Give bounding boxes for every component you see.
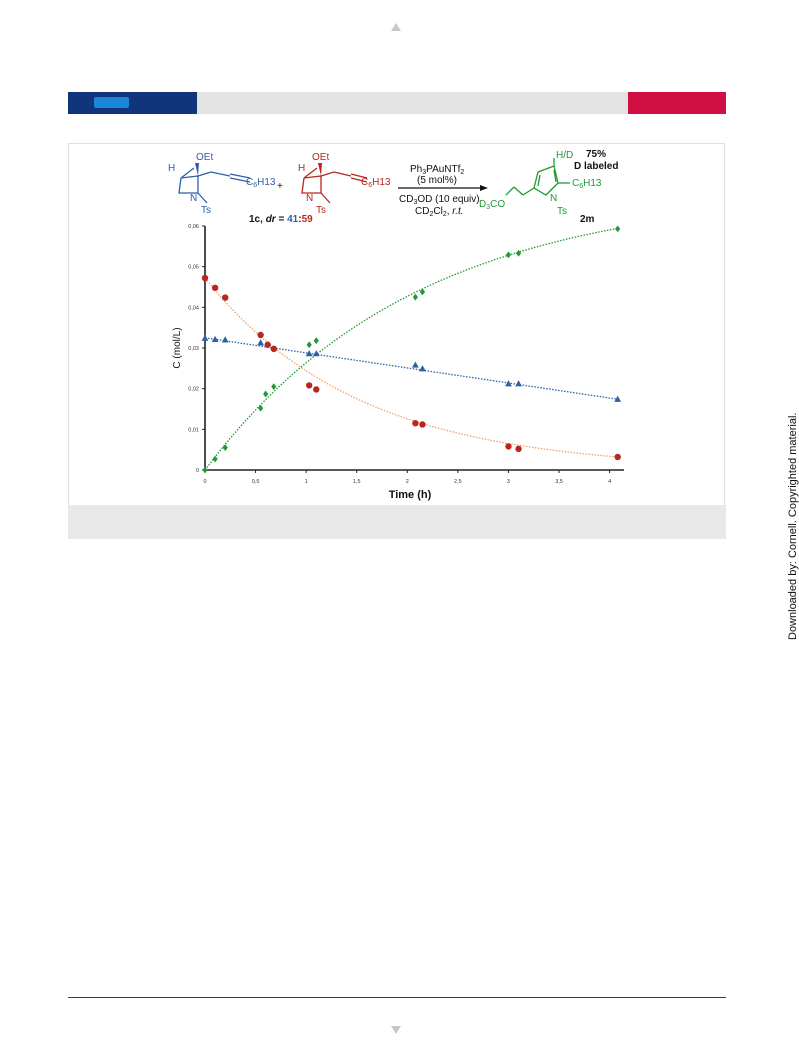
x-axis-label: Time (h): [388, 489, 432, 501]
data-point: [506, 251, 511, 258]
fit-curve: [205, 228, 618, 470]
data-point: [202, 335, 209, 341]
sm2-ts: Ts: [316, 205, 326, 216]
data-point: [222, 336, 229, 342]
sm2-n: N: [306, 193, 314, 204]
sm1-oet: OEt: [196, 152, 214, 163]
data-point: [314, 337, 319, 344]
data-point: [419, 421, 425, 427]
data-point: [257, 332, 263, 338]
data-point: [420, 288, 425, 295]
svg-text:CD2Cl2, r.t.: $CD_2Cl_2$, r.t.: [415, 206, 464, 218]
data-point: [419, 365, 426, 371]
y-tick-label: 0,06: [188, 224, 199, 230]
data-point: [213, 456, 218, 463]
data-points: [202, 225, 621, 473]
x-tick-label: 2: [405, 479, 409, 485]
data-point: [258, 405, 263, 412]
y-tick-label: 0,04: [188, 305, 199, 312]
sm1-ts: Ts: [201, 205, 211, 216]
page-down-arrow-icon[interactable]: [391, 1026, 401, 1034]
data-point: [515, 380, 522, 386]
figure-caption-band: [68, 505, 726, 539]
data-point: [412, 420, 418, 426]
sm2-h: H: [298, 163, 306, 174]
sm1-h: H: [168, 163, 176, 174]
svg-text:D3CO: $D_3CO$: [479, 199, 506, 211]
reaction-conditions: [398, 164, 488, 218]
x-tick-label: 0,5: [251, 479, 260, 485]
data-point: [265, 342, 271, 348]
x-tick-label: 2,5: [454, 479, 462, 485]
data-point: [516, 250, 521, 257]
x-ticks: [203, 470, 611, 485]
journal-header-bar: [68, 92, 726, 114]
svg-text:C6H13: $C_6H13$: [572, 178, 602, 190]
product-hd: H/D: [556, 150, 574, 161]
data-point: [202, 467, 207, 474]
product-n: N: [550, 193, 558, 204]
svg-text:Ph3PAuNTf2: $Ph_3PAuNTf_2$: [410, 164, 465, 176]
plus-sign: +: [277, 181, 283, 192]
data-point: [222, 294, 228, 300]
y-tick-label: 0,02: [188, 386, 199, 393]
page-up-arrow-icon[interactable]: [391, 23, 401, 31]
data-point: [614, 454, 620, 460]
data-point: [212, 336, 219, 342]
y-ticks: [188, 224, 205, 474]
svg-text:C6H13: $C_6H13$: [361, 177, 391, 189]
deuterium-percent: 75%: [586, 149, 607, 160]
starting-material-red: [298, 152, 391, 216]
footer-divider: [68, 997, 726, 998]
svg-text:(5 mol%): (5 mol%): [417, 175, 458, 186]
reaction-scheme: [168, 149, 618, 225]
y-tick-label: 0,03: [188, 346, 199, 352]
data-point: [202, 275, 208, 281]
data-point: [263, 391, 268, 398]
x-tick-label: 1,5: [352, 479, 361, 485]
y-tick-label: 0: [195, 468, 199, 474]
data-point: [271, 383, 276, 390]
svg-text:CD3OD (10 equiv): $CD_3OD$ (10 equiv): [399, 194, 480, 206]
deuterium-label: D labeled: [574, 161, 619, 172]
header-red-block: [628, 92, 726, 114]
data-point: [223, 444, 228, 451]
header-navy-block: [68, 92, 197, 114]
data-point: [306, 382, 312, 388]
compound-label: 1c, dr = 41:59: [249, 214, 313, 225]
product-label: 2m: [580, 214, 595, 225]
data-point: [212, 285, 218, 291]
kinetics-chart: [172, 224, 624, 501]
download-notice: Downloaded by: Cornell. Copyrighted material.: [787, 412, 799, 640]
fit-curve: [205, 278, 618, 457]
data-point: [307, 341, 312, 348]
y-tick-label: 0,05: [188, 264, 199, 271]
svg-text:C6H13: $C_6H13$: [246, 177, 276, 189]
data-point: [257, 339, 264, 345]
x-tick-label: 4: [608, 479, 612, 485]
x-tick-label: 3: [506, 479, 510, 485]
x-tick-label: 0: [203, 479, 207, 485]
fit-curves: [205, 228, 618, 470]
figure-graphic: [68, 143, 725, 505]
data-point: [505, 443, 511, 449]
data-point: [412, 361, 419, 367]
data-point: [413, 294, 418, 301]
data-point: [615, 225, 620, 232]
starting-material-blue: [168, 152, 276, 216]
x-tick-label: 3,5: [555, 479, 563, 485]
data-point: [313, 350, 320, 356]
product-pyrrole: [479, 149, 618, 225]
sm2-oet: OEt: [312, 152, 330, 163]
product-ts: Ts: [557, 206, 567, 217]
y-axis-label: C (mol/L): [172, 327, 183, 369]
data-point: [271, 346, 277, 352]
header-logo-badge: [94, 97, 129, 108]
sm1-n: N: [190, 193, 198, 204]
y-tick-label: 0,01: [188, 427, 199, 434]
data-point: [515, 446, 521, 452]
x-tick-label: 1: [304, 479, 308, 485]
data-point: [313, 386, 319, 392]
